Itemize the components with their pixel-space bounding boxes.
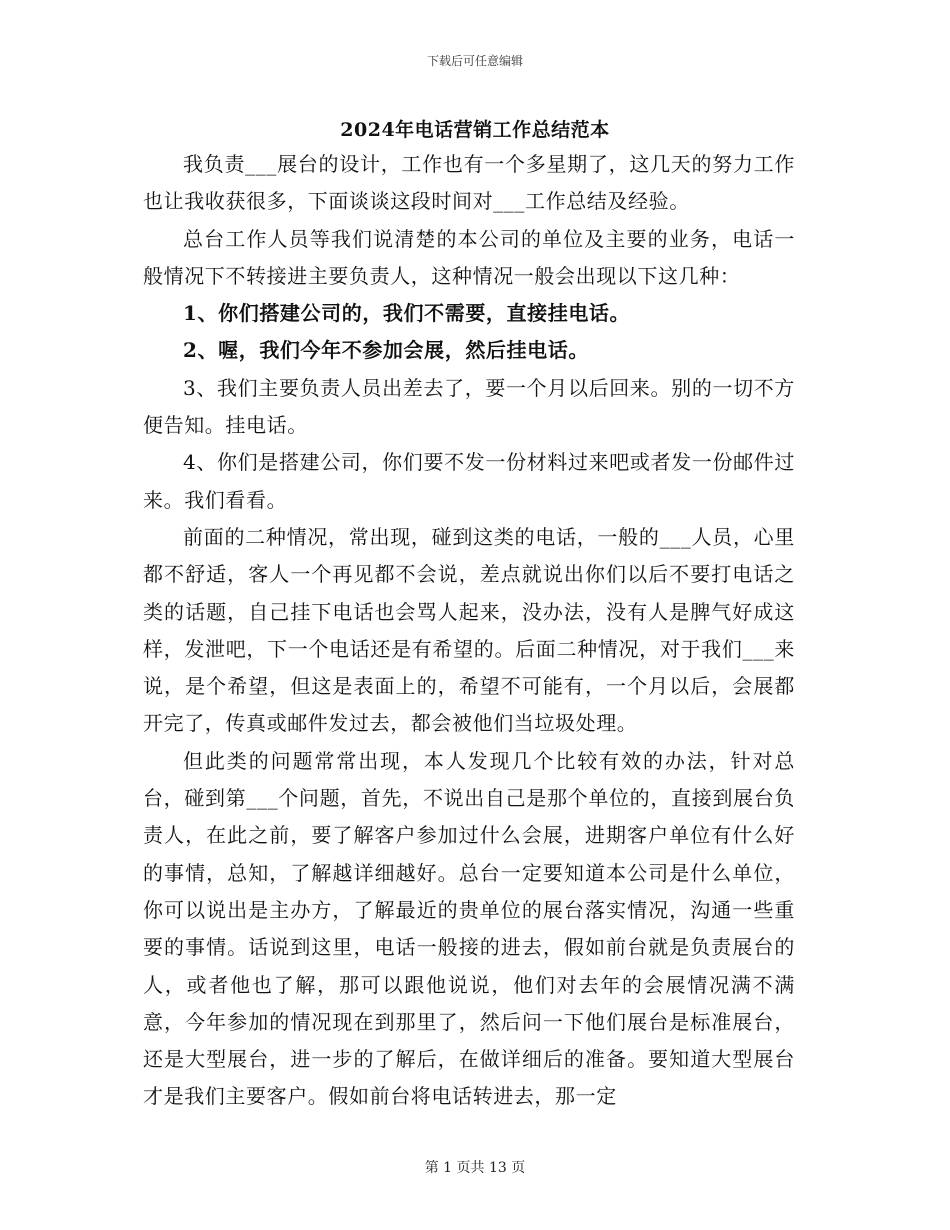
paragraph-6-list-item-4: 4、你们是搭建公司，你们要不发一份材料过来吧或者发一份邮件过来。我们看看。 — [143, 450, 795, 512]
paragraph-5-list-item-3: 3、我们主要负责人员出差去了，要一个月以后回来。别的一切不方便告知。挂电话。 — [143, 375, 795, 438]
document-title: 2024年电话营销工作总结范本 — [340, 119, 610, 141]
header-note: 下载后可任意编辑 — [426, 54, 523, 68]
paragraph-7: 前面的二种情况，常出现，碰到这类的电话，一般的___人员，心里都不舒适，客人一个再见都不会说，差点就说出你们以后不要打电话之类的话题，自己挂下电话也会骂人起来，没办法，没有人是脾气好成这样，发泄吧，下一个电话还是有希望的。后面二种情况，对于我们___来说，是个希望，但这是表面上的，希望不可能有，一个月以后，会展都开完了，传真或邮件发过去，都会被他们当垃圾处理。 — [143, 524, 795, 736]
document-body — [143, 146, 795, 1116]
paragraph-1: 我负责___展台的设计，工作也有一个多星期了，这几天的努力工作也让我收获很多，下面谈谈这段时间对___工作总结及经验。 — [143, 152, 795, 214]
paragraph-4-list-item-2: 2、喔，我们今年不参加会展，然后挂电话。 — [183, 338, 589, 363]
page-footer: 第 1 页共 13 页 — [424, 1160, 526, 1176]
paragraph-8: 但此类的问题常常出现，本人发现几个比较有效的办法，针对总台，碰到第___个问题，首先，不说出自己是那个单位的，直接到展台负责人，在此之前，要了解客户参加过什么会展，进期客户单位有什么好的事情，总知，了解越详细越好。总台一定要知道本公司是什么单位，你可以说出是主办方，了解最近的贵单位的展台落实情况，沟通一些重要的事情。话说到这里，电话一般接的进去，假如前台就是负责展台的人，或者他也了解，那可以跟他说说，他们对去年的会展情况满不满意，今年参加的情况现在到那里了，然后问一下他们展台是标准展台，还是大型展台，进一步的了解后，在做详细后的准备。要知道大型展台才是我们主要客户。假如前台将电话转进去，那一定 — [143, 748, 795, 1109]
paragraph-2: 总台工作人员等我们说清楚的本公司的单位及主要的业务，电话一般情况下不转接进主要负责人，这种情况一般会出现以下这几种： — [143, 226, 795, 288]
paragraph-3-list-item-1: 1、你们搭建公司的，我们不需要，直接挂电话。 — [183, 301, 631, 326]
